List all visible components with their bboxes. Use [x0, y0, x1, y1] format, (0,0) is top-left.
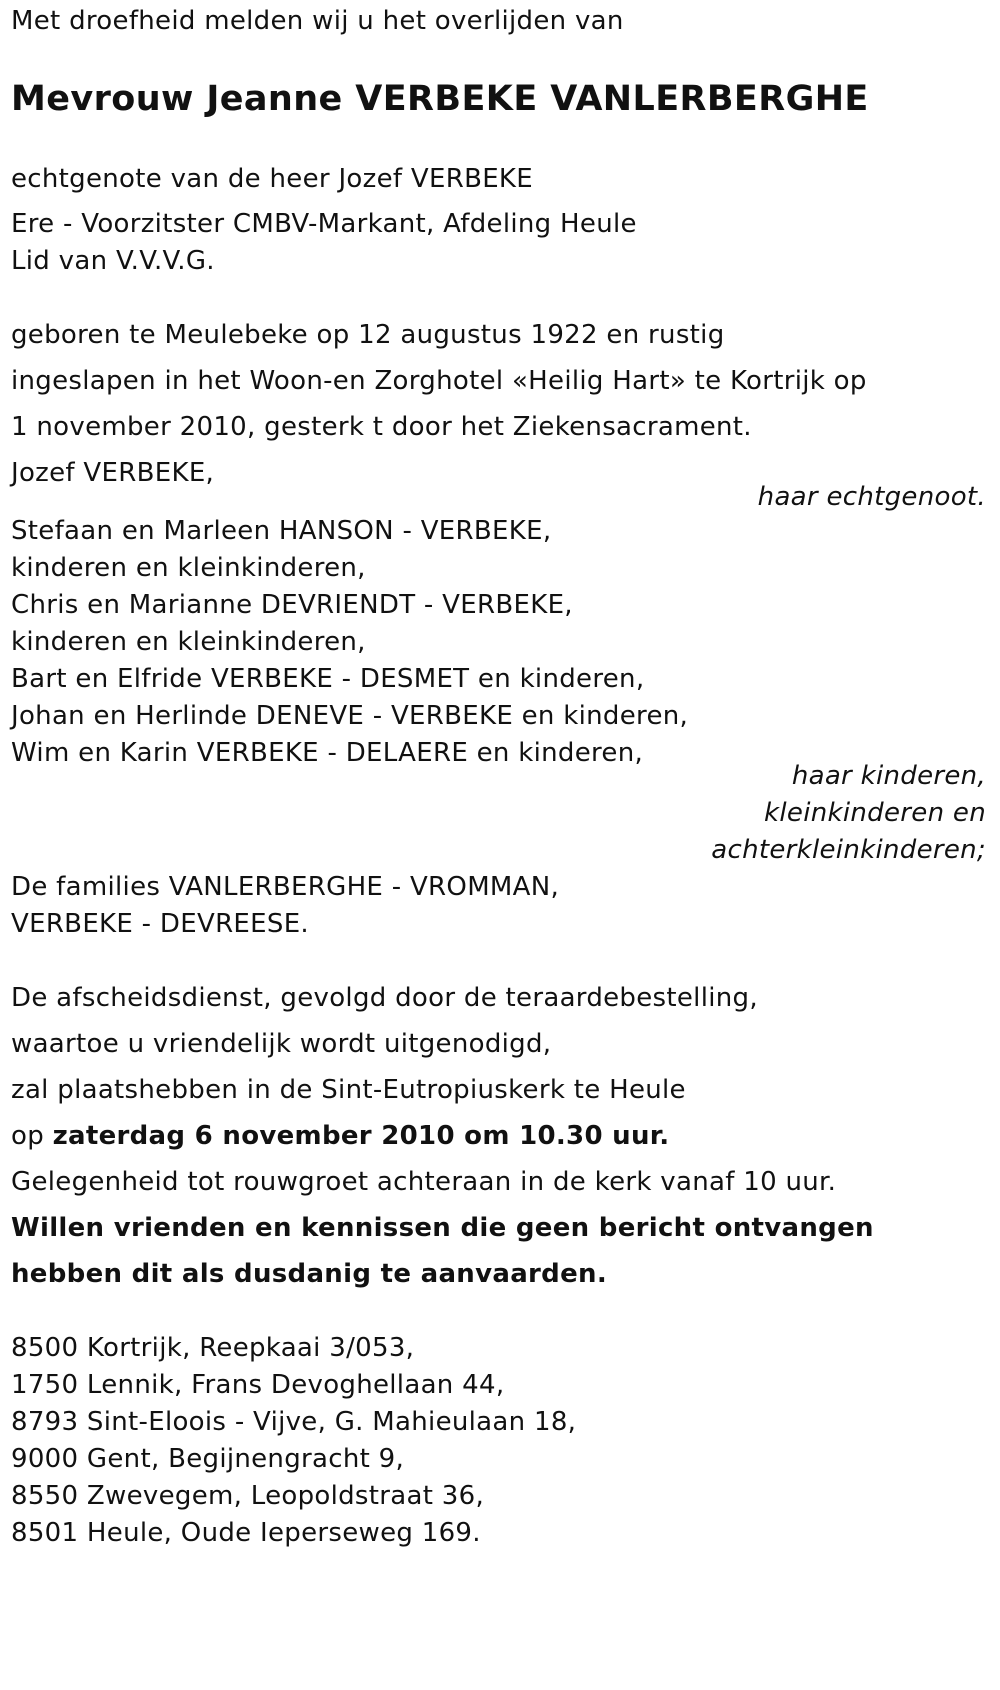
- birth-death-line: geboren te Meulebeke op 12 augustus 1922 en rustig: [11, 320, 725, 350]
- children-relation-line: achterkleinkinderen;: [711, 835, 986, 865]
- notice-line: Willen vrienden en kennissen die geen bericht ontvangen: [11, 1213, 874, 1243]
- children-relation-line: kleinkinderen en: [764, 798, 986, 828]
- address-line: 8500 Kortrijk, Reepkaai 3/053,: [11, 1333, 415, 1363]
- intro-text: Met droefheid melden wij u het overlijden van: [11, 6, 624, 36]
- child-line: Chris en Marianne DEVRIENDT - VERBEKE,: [11, 590, 573, 620]
- child-line: Wim en Karin VERBEKE - DELAERE en kinderen,: [11, 738, 644, 768]
- notice-line: hebben dit als dusdanig te aanvaarden.: [11, 1259, 607, 1289]
- spouse-line: echtgenote van de heer Jozef VERBEKE: [11, 164, 534, 194]
- service-date-line: [11, 1121, 669, 1152]
- condolence-line: Gelegenheid tot rouwgroet achteraan in de kerk vanaf 10 uur.: [11, 1167, 837, 1197]
- address-line: 8501 Heule, Oude Ieperseweg 169.: [11, 1518, 481, 1548]
- service-line: zal plaatshebben in de Sint-Eutropiuskerk te Heule: [11, 1075, 686, 1105]
- address-line: 8793 Sint-Eloois - Vijve, G. Mahieulaan 18,: [11, 1407, 577, 1437]
- family-line: De families VANLERBERGHE - VROMMAN,: [11, 872, 560, 902]
- children-relation-line: haar kinderen,: [791, 761, 986, 791]
- role-line: Ere - Voorzitster CMBV-Markant, Afdeling Heule: [11, 209, 637, 239]
- service-date-prefix: op: [11, 1121, 53, 1151]
- child-line: Stefaan en Marleen HANSON - VERBEKE,: [11, 516, 552, 546]
- deceased-name: Mevrouw Jeanne VERBEKE VANLERBERGHE: [11, 79, 869, 119]
- service-line: waartoe u vriendelijk wordt uitgenodigd,: [11, 1029, 552, 1059]
- address-line: 1750 Lennik, Frans Devoghellaan 44,: [11, 1370, 505, 1400]
- birth-death-line: ingeslapen in het Woon-en Zorghotel «Heilig Hart» te Kortrijk op: [11, 366, 867, 396]
- service-date: zaterdag 6 november 2010 om 10.30 uur.: [52, 1121, 670, 1151]
- husband-name: Jozef VERBEKE,: [11, 458, 215, 488]
- service-line: De afscheidsdienst, gevolgd door de teraardebestelling,: [11, 983, 758, 1013]
- child-line: kinderen en kleinkinderen,: [11, 627, 366, 657]
- child-line: kinderen en kleinkinderen,: [11, 553, 366, 583]
- birth-death-line: 1 november 2010, gesterk t door het Ziekensacrament.: [11, 412, 752, 442]
- husband-relation: haar echtgenoot.: [757, 482, 986, 512]
- family-line: VERBEKE - DEVREESE.: [11, 909, 309, 939]
- child-line: Johan en Herlinde DENEVE - VERBEKE en kinderen,: [11, 701, 689, 731]
- role-line: Lid van V.V.V.G.: [11, 246, 215, 276]
- address-line: 8550 Zwevegem, Leopoldstraat 36,: [11, 1481, 485, 1511]
- child-line: Bart en Elfride VERBEKE - DESMET en kinderen,: [11, 664, 645, 694]
- address-line: 9000 Gent, Begijnengracht 9,: [11, 1444, 405, 1474]
